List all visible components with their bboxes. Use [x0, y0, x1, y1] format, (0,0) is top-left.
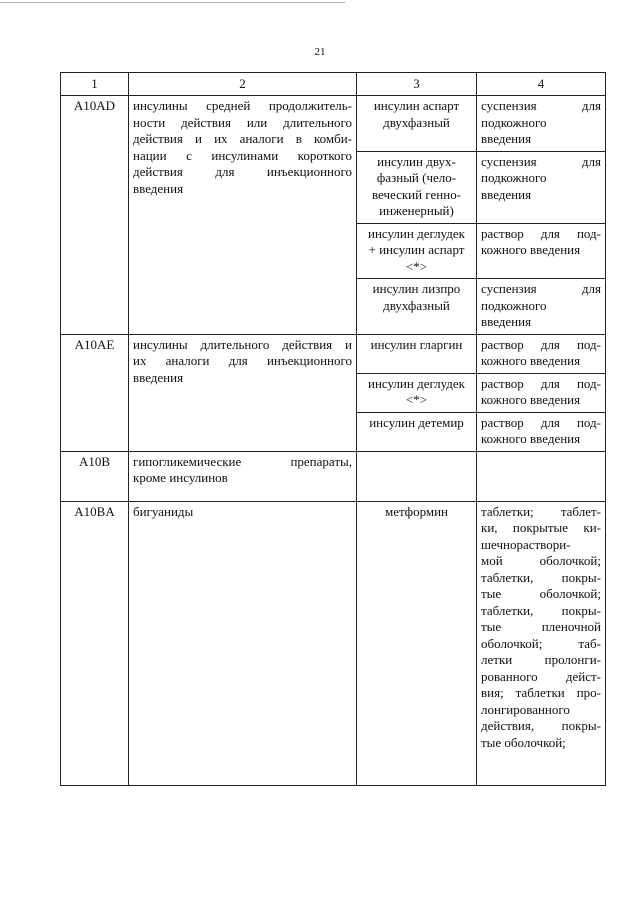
dosage-form-line: летки пролонги-: [481, 652, 601, 667]
dosage-form-line: кожного введения: [481, 242, 581, 257]
drug-name-cell: [357, 373, 477, 412]
column-header: 1: [61, 73, 129, 96]
atc-code-cell: A10AE: [61, 334, 129, 451]
drug-name-cell: [357, 223, 477, 279]
dosage-form-line: рованного дейст-: [481, 668, 601, 684]
dosage-form-cell: [477, 96, 606, 152]
table-row: [61, 334, 606, 373]
dosage-form-line: подкожного: [481, 114, 547, 130]
description-line: нации с инсулинами короткого: [133, 147, 352, 163]
description-line: инсулины длительного действия и: [133, 336, 352, 352]
description-line: ности действия или длительного: [133, 114, 352, 130]
dosage-form-line: суспензия для: [481, 281, 601, 296]
dosage-form-line: таблетки, покры-: [481, 569, 601, 585]
dosage-form-cell: [477, 373, 606, 412]
description-line: инсулины средней продолжитель-: [133, 98, 352, 113]
dosage-form-cell: [477, 279, 606, 335]
drug-name-cell: [357, 279, 477, 335]
column-header: 4: [477, 73, 606, 96]
dosage-form-line: кожного введения: [481, 431, 581, 446]
dosage-form-line: вия; таблетки про-: [481, 685, 601, 700]
description-line: действия для инъекционного: [133, 164, 352, 179]
dosage-form-cell: [477, 501, 606, 785]
drug-name-line: <*>: [405, 258, 428, 274]
table-row: [61, 451, 606, 501]
drug-name-line: инсулин детемир: [369, 414, 464, 430]
atc-code-cell: A10BA: [61, 501, 129, 785]
drug-table: [60, 72, 606, 786]
dosage-form-line: тые оболочкой;: [481, 586, 601, 601]
dosage-form-line: таблетки; таблет-: [481, 503, 601, 519]
drug-name-line: двухфазный: [383, 114, 450, 130]
dosage-form-line: кожного введения: [481, 353, 581, 368]
dosage-form-line: тые оболочкой;: [481, 734, 566, 750]
table-row: [61, 501, 606, 785]
group-description-cell: [129, 451, 357, 501]
dosage-form-cell: [477, 412, 606, 451]
atc-code-cell: A10AD: [61, 96, 129, 335]
drug-name-line: инсулин лизпро: [372, 281, 461, 296]
dosage-form-line: раствор для под-: [481, 375, 601, 391]
dosage-form-line: кожного введения: [481, 392, 581, 407]
group-description-cell: [129, 334, 357, 451]
description-line: действия и их аналоги в комби-: [133, 131, 352, 146]
dosage-form-line: раствор для под-: [481, 225, 601, 241]
table-row: [61, 96, 606, 152]
drug-name-line: инсулин деглудек: [367, 375, 466, 391]
drug-name-line: двухфазный: [383, 297, 450, 313]
dosage-form-line: введения: [481, 314, 532, 329]
dosage-form-line: лонгированного: [481, 701, 570, 717]
dosage-form-cell: [477, 151, 606, 223]
drug-name-line: + инсулин аспарт: [368, 242, 465, 257]
dosage-form-line: действия, покры-: [481, 718, 601, 733]
drug-name-cell: [357, 151, 477, 223]
dosage-form-line: подкожного: [481, 297, 547, 313]
group-description-cell: [129, 501, 357, 785]
description-line: кроме инсулинов: [133, 470, 228, 485]
table-header-row: [61, 73, 606, 96]
atc-code-cell: A10B: [61, 451, 129, 501]
column-header: 3: [357, 73, 477, 96]
drug-name-line: <*>: [405, 392, 428, 407]
dosage-form-line: шечнораствори-: [481, 536, 571, 552]
dosage-form-line: подкожного: [481, 170, 547, 185]
drug-name-cell: [357, 451, 477, 501]
drug-name-line: инсулин аспарт: [373, 98, 460, 113]
dosage-form-line: введения: [481, 186, 532, 202]
dosage-form-line: раствор для под-: [481, 414, 601, 430]
drug-name-line: метформин: [384, 503, 449, 519]
drug-name-line: инженерный): [379, 203, 454, 218]
dosage-form-cell: [477, 451, 606, 501]
top-rule: [0, 2, 345, 3]
dosage-form-line: суспензия для: [481, 153, 601, 169]
dosage-form-line: таблетки, покры-: [481, 602, 601, 618]
description-line: их аналоги для инъекционного: [133, 353, 352, 368]
dosage-form-line: ки, покрытые ки-: [481, 520, 601, 535]
drug-name-line: фазный (чело-: [376, 170, 457, 185]
dosage-form-cell: [477, 223, 606, 279]
description-line: бигуаниды: [133, 503, 194, 519]
drug-name-line: инсулин двух-: [377, 153, 456, 169]
description-line: введения: [133, 180, 184, 196]
dosage-form-cell: [477, 334, 606, 373]
description-line: введения: [133, 369, 184, 385]
drug-name-cell: [357, 412, 477, 451]
group-description-cell: [129, 96, 357, 335]
drug-name-line: инсулин гларгин: [370, 336, 463, 352]
dosage-form-line: мой оболочкой;: [481, 553, 601, 568]
dosage-form-line: раствор для под-: [481, 336, 601, 352]
page-number: 21: [314, 46, 326, 58]
drug-name-cell: [357, 501, 477, 785]
drug-name-cell: [357, 334, 477, 373]
drug-name-line: инсулин деглудек: [367, 225, 466, 241]
column-header: 2: [129, 73, 357, 96]
dosage-form-line: оболочкой; таб-: [481, 635, 601, 651]
dosage-form-line: тые пленочной: [481, 619, 601, 634]
description-line: гипогликемические препараты,: [133, 453, 352, 469]
dosage-form-line: суспензия для: [481, 98, 601, 113]
drug-name-cell: [357, 96, 477, 152]
drug-name-line: веческий генно-: [371, 186, 462, 202]
dosage-form-line: введения: [481, 131, 532, 146]
